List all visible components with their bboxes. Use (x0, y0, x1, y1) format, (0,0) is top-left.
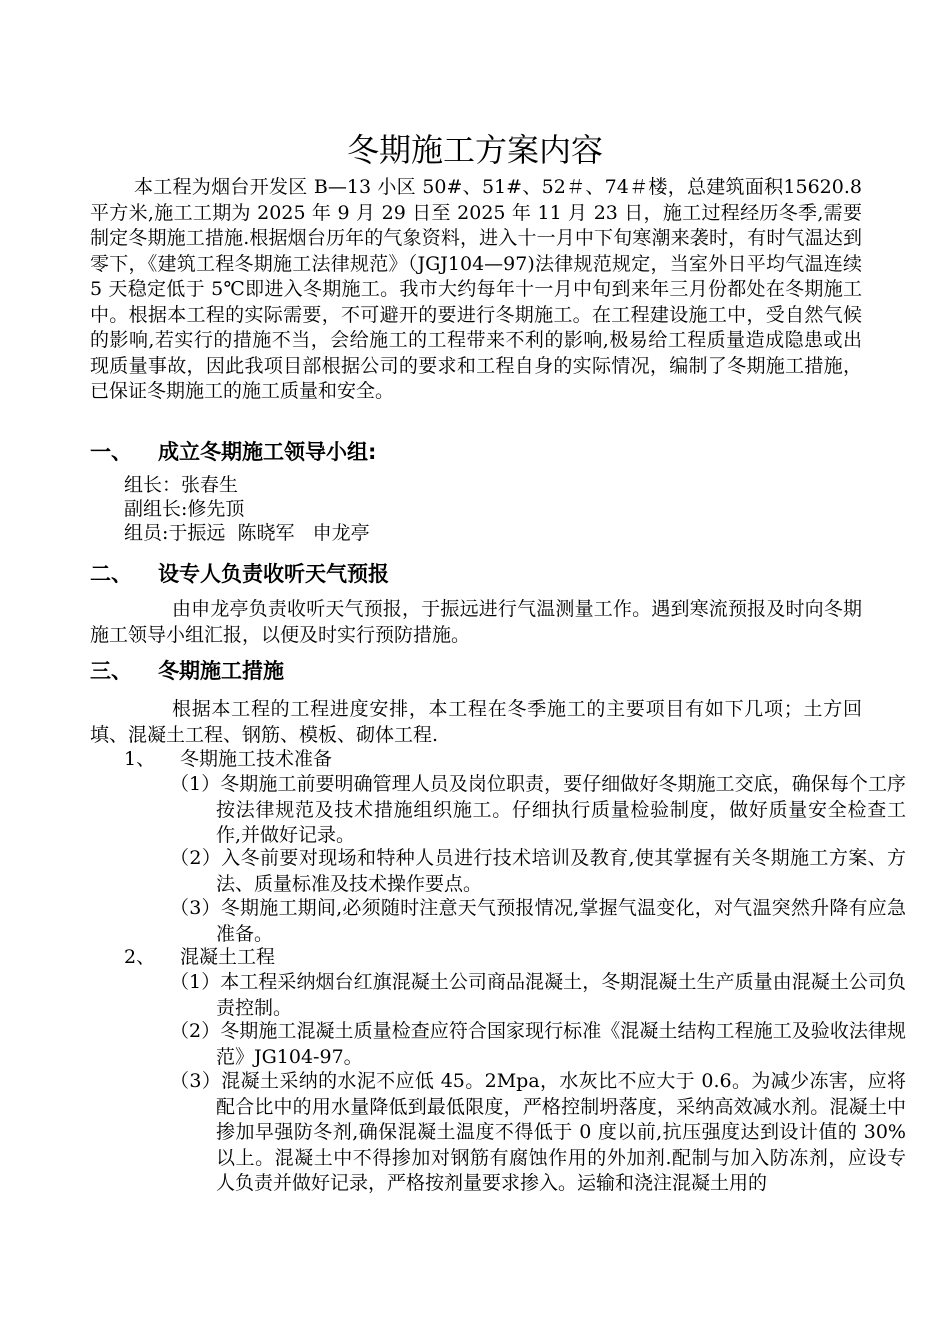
subsection-1-title: 冬期施工技术准备 (180, 748, 333, 770)
concrete-item-3: （3）混凝土采纳的水泥不应低 45。2Mpa，水灰比不应大于 0.6。为减少冻害，应将配合比中的用水量降低到最低限度，严格控制坍落度，采纳高效减水剂。混凝土中掺加早强防冬剂,确保混凝土温度不得低于 0 度以前,抗压强度达到设计值的 30%以上。混凝土中不得掺加对钢筋有腐蚀作用的外加剂.配制与加入防冻剂，应设专人负责并做好记录，严格按剂量要求掺入。运输和浇注混凝土用的 (170, 1070, 906, 1194)
tech-prep-item-3: （3）冬期施工期间,必须随时注意天气预报情况,掌握气温变化，对气温突然升降有应急准备。 (170, 897, 906, 945)
deputy-leader-line: 副组长:修先顶 (124, 498, 245, 520)
section-2-title: 设专人负责收听天气预报 (158, 562, 389, 586)
subsection-2-number: 2、 (124, 946, 156, 968)
section-3-heading (90, 657, 870, 685)
section-1-title: 成立冬期施工领导小组: (158, 440, 377, 464)
section-3-number: 三、 (90, 659, 132, 683)
subsection-1-heading (124, 747, 332, 772)
tech-prep-item-1: （1）冬期施工前要明确管理人员及岗位职责，要仔细做好冬期施工交底，确保每个工序按法律规范及技术措施组织施工。仔细执行质量检验制度，做好质量安全检查工作,并做好记录。 (170, 773, 906, 846)
tech-prep-item-2: （2）入冬前要对现场和特种人员进行技术培训及教育,使其掌握有关冬期施工方案、方法、质量标准及技术操作要点。 (170, 847, 906, 895)
subsection-2-heading (124, 945, 275, 970)
section-2-heading (90, 560, 870, 588)
section-2-number: 二、 (90, 562, 132, 586)
intro-paragraph: 本工程为烟台开发区 B—13 小区 50#、51#、52＃、74＃楼，总建筑面积15620.8 平方米,施工工期为 2025 年 9 月 29 日至 2025 年 11 月 23 日，施工过程经历冬季,需要制定冬期施工措施.根据烟台历年的气象资料，进入十一月中下旬寒潮来袭时，有时气温达到零下，《建筑工程冬期施工法律规范》（JGJ104—97)法律规范规定，当室外日平均气温连续 5 天稳定低于 5℃即进入冬期施工。我市大约每年十一月中旬到来年三月份都处在冬期施工中。根据本工程的实际需要，不可避开的要进行冬期施工。在工程建设施工中，受自然气候的影响,若实行的措施不当，会给施工的工程带来不利的影响,极易给工程质量造成隐患或出现质量事故，因此我项目部根据公司的要求和工程自身的实际情况，编制了冬期施工措施，已保证冬期施工的施工质量和安全。 (90, 176, 862, 402)
section-3-paragraph: 根据本工程的工程进度安排，本工程在冬季施工的主要项目有如下几项；土方回填、混凝土工程、钢筋、模板、砌体工程. (90, 698, 862, 746)
section-3-title: 冬期施工措施 (158, 659, 284, 683)
subsection-1-number: 1、 (124, 748, 156, 770)
document-title: 冬期施工方案内容 (346, 131, 603, 169)
subsection-2-title: 混凝土工程 (180, 946, 276, 968)
leader-line: 组长：张春生 (124, 474, 239, 496)
concrete-item-1: （1）本工程采纳烟台红旗混凝土公司商品混凝土，冬期混凝土生产质量由混凝土公司负责控制。 (170, 971, 906, 1019)
concrete-item-2: （2）冬期施工混凝土质量检查应符合国家现行标准《混凝土结构工程施工及验收法律规范》JG104-97。 (170, 1020, 906, 1068)
section-1-heading (90, 438, 870, 466)
members-line: 组员:于振远 陈晓军 申龙亭 (124, 522, 370, 544)
section-1-number: 一、 (90, 440, 132, 464)
section-2-paragraph: 由申龙亭负责收听天气预报，于振远进行气温测量工作。遇到寒流预报及时向冬期施工领导小组汇报，以便及时实行预防措施。 (90, 598, 862, 646)
